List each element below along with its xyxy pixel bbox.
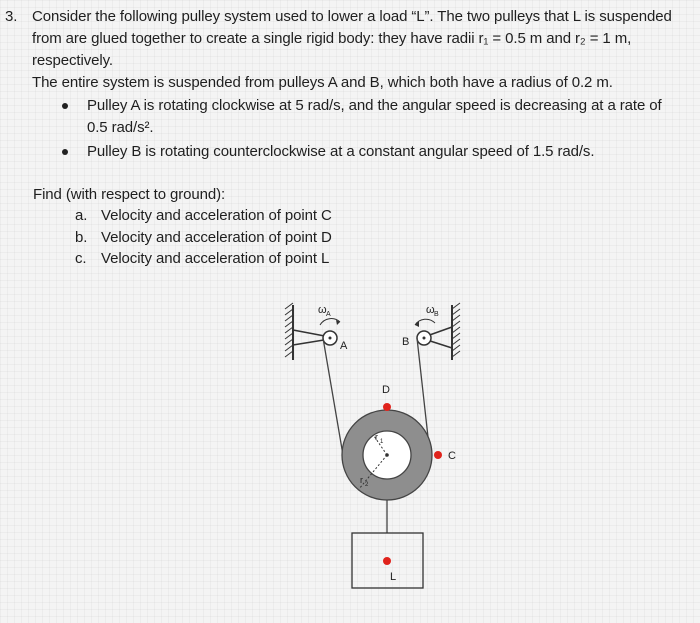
find-heading: Find (with respect to ground): [33,186,226,203]
problem-text-line-3: respectively. [32,52,113,69]
label-r2-subscript: 2 [365,482,369,488]
bullet-1-line-2: 0.5 rad/s². [87,119,154,136]
find-item-a-marker: a. [75,207,88,224]
omega-b-label: ω [426,304,435,316]
label-l: L [390,571,397,583]
find-item-c-text: Velocity and acceleration of point L [101,250,330,267]
omega-a-label: ω [318,304,327,316]
label-r1-subscript: 1 [380,439,384,445]
find-item-b-marker: b. [75,229,88,246]
find-item-b-text: Velocity and acceleration of point D [101,229,332,246]
label-c: C [448,450,456,462]
bullet-1-line-1: Pulley A is rotating clockwise at 5 rad/s, and the angular speed is decreasing at a rate of [87,97,662,114]
point-d [383,403,391,411]
problem-text-line-4: The entire system is suspended from pulleys A and B, which both have a radius of 0.2 m. [32,74,613,91]
label-a: A [340,340,348,352]
find-item-a-text: Velocity and acceleration of point C [101,207,332,224]
bullet-2-text: Pulley B is rotating counterclockwise at a constant angular speed of 1.5 rad/s. [87,143,595,160]
point-l [383,557,391,565]
omega-b-subscript: B [434,311,439,318]
label-r1: r [375,432,378,442]
problem-text-line-1: Consider the following pulley system used to lower a load “L”. The two pulleys that L is suspended [32,8,672,25]
label-b: B [402,336,410,348]
find-item-c-marker: c. [75,250,87,267]
label-d: D [382,384,390,396]
pulley-b [417,331,431,345]
pulley-a [323,331,337,345]
omega-a-subscript: A [326,311,331,318]
point-c [434,451,442,459]
rope-left [323,338,343,455]
label-r2: r [360,475,363,485]
problem-text-line-2: from are glued together to create a single rigid body: they have radii r₁ = 0.5 m and r₂ = 1 m, [32,30,632,47]
problem-number: 3. [5,8,18,25]
